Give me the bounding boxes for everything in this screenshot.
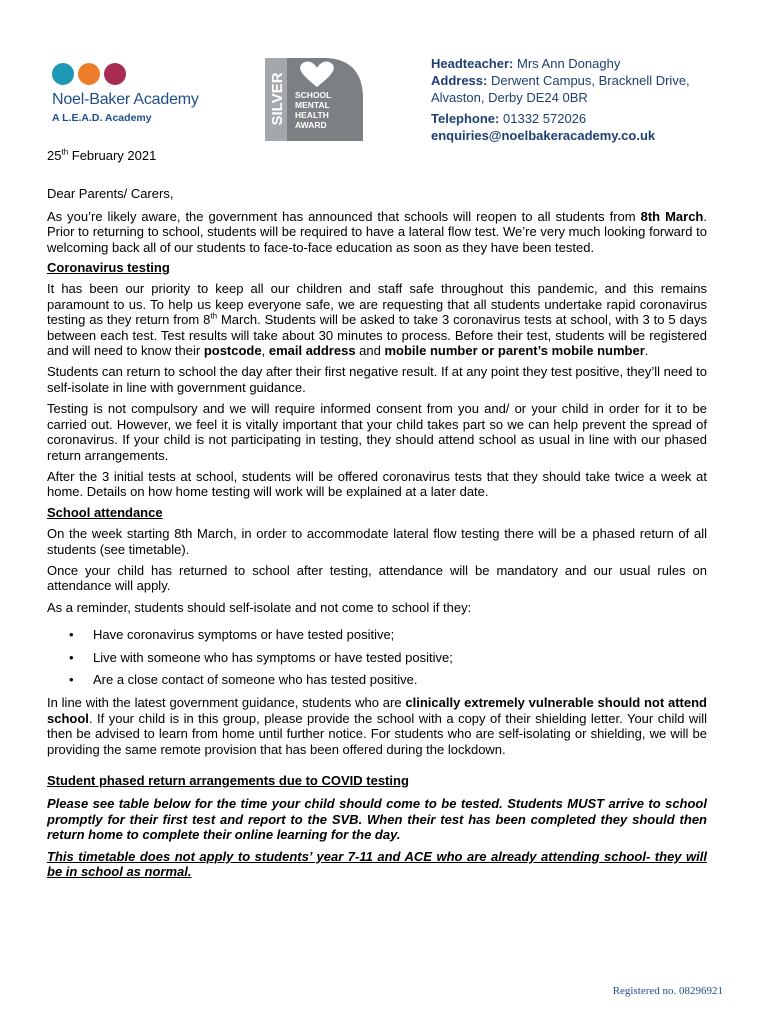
- svg-text:MENTAL: MENTAL: [295, 100, 330, 110]
- intro-paragraph: As you’re likely aware, the government has announced that schools will reopen to all students from 8th March. Prior to returning to school, students will be required to have a lateral flow test. We’re very much looking forward to welcoming back all of our students to face-to-face education as soon as they have been tested.: [47, 208, 707, 255]
- attendance-paragraph-1: On the week starting 8th March, in order to accommodate lateral flow testing there will be a phased return of all students (see timetable).: [47, 526, 707, 557]
- registration-number: Registered no. 08296921: [612, 985, 723, 997]
- mental-health-award-badge: [265, 55, 365, 143]
- school-name: Noel-Baker Academy: [52, 91, 199, 108]
- isolation-list: [47, 627, 707, 687]
- testing-paragraph-3: Testing is not compulsory and we will require informed consent from you and/ or your child in order for it to be carried out. However, we feel it is vitally important that your child takes part so we can help prevent the spread of coronavirus. If your child is not participating in testing, they should attend school as usual in line with our phased return arrangements.: [47, 401, 707, 463]
- heading-phased-return: Student phased return arrangements due to COVID testing: [47, 773, 409, 788]
- phased-paragraph-1: Please see table below for the time your child should come to be tested. Students MUST arrive to school promptly for their first test and report to the SVB. When their test has been completed they should then return home to complete their online learning for the day.: [47, 796, 707, 843]
- svg-text:HEALTH: HEALTH: [295, 110, 329, 120]
- phased-paragraph-2: This timetable does not apply to students’ year 7-11 and ACE who are already attending school- they will be in school as normal.: [47, 848, 707, 880]
- list-item: • Live with someone who has symptoms or have tested positive;: [47, 650, 707, 665]
- salutation: Dear Parents/ Carers,: [47, 186, 174, 202]
- award-silver-text: SILVER: [269, 72, 286, 126]
- telephone-line: Telephone: 01332 572026: [431, 111, 587, 126]
- heading-school-attendance: School attendance: [47, 504, 163, 520]
- testing-paragraph-2: Students can return to school the day after their first negative result. If at any point they test positive, they’ll need to self-isolate in line with government guidance.: [47, 364, 707, 395]
- logo-dots: [52, 63, 126, 85]
- logo-dot-orange: [78, 63, 100, 85]
- attendance-paragraph-3: As a reminder, students should self-isolate and not come to school if they:: [47, 599, 472, 615]
- vulnerable-paragraph: In line with the latest government guidance, students who are clinically extremely vulnerable should not attend school. If your child is in this group, please provide the school with a copy of their shielding letter. Your child will then be advised to learn from home until further notice. For students who are self-isolating or shielding, we will be providing the same remote provision that has been offered during the lockdown.: [47, 695, 707, 757]
- testing-paragraph-1: It has been our priority to keep all our children and staff safe throughout this pandemic, and this remains paramount to us. To help us keep everyone safe, we are requesting that all students undertake rapid coronavirus testing as they return from 8th March. Students will be asked to take 3 coronavirus tests at school, with 3 to 5 days between each test. Test results will take about 30 minutes to process. Before their test, students will be registered and will need to know their postcode, email address and mobile number or parent’s mobile number.: [47, 281, 707, 359]
- logo-dot-blue: [52, 63, 74, 85]
- list-item: • Have coronavirus symptoms or have tested positive;: [47, 627, 707, 642]
- contact-block: [431, 55, 690, 144]
- school-tagline: A L.E.A.D. Academy: [52, 112, 152, 124]
- address-line-2: Alvaston, Derby DE24 0BR: [431, 90, 588, 105]
- letter-date: 25th February 2021: [47, 147, 157, 163]
- testing-paragraph-4: After the 3 initial tests at school, students will be offered coronavirus tests that they should take twice a week at home. Details on how home testing will work will be explained at a later date.: [47, 468, 707, 500]
- svg-text:AWARD: AWARD: [295, 120, 327, 130]
- address-line: Address: Derwent Campus, Bracknell Drive,: [431, 73, 690, 88]
- attendance-paragraph-2: Once your child has returned to school after testing, attendance will be mandatory and our usual rules on attendance will apply.: [47, 562, 707, 594]
- list-item: • Are a close contact of someone who has tested positive.: [47, 672, 707, 687]
- heading-coronavirus-testing: Coronavirus testing: [47, 260, 170, 276]
- logo-dot-maroon: [104, 63, 126, 85]
- letter-body: [47, 148, 707, 879]
- svg-text:SCHOOL: SCHOOL: [295, 90, 332, 100]
- headteacher-line: Headteacher: Mrs Ann Donaghy: [431, 56, 621, 71]
- email-link[interactable]: enquiries@noelbakeracademy.co.uk: [431, 128, 656, 143]
